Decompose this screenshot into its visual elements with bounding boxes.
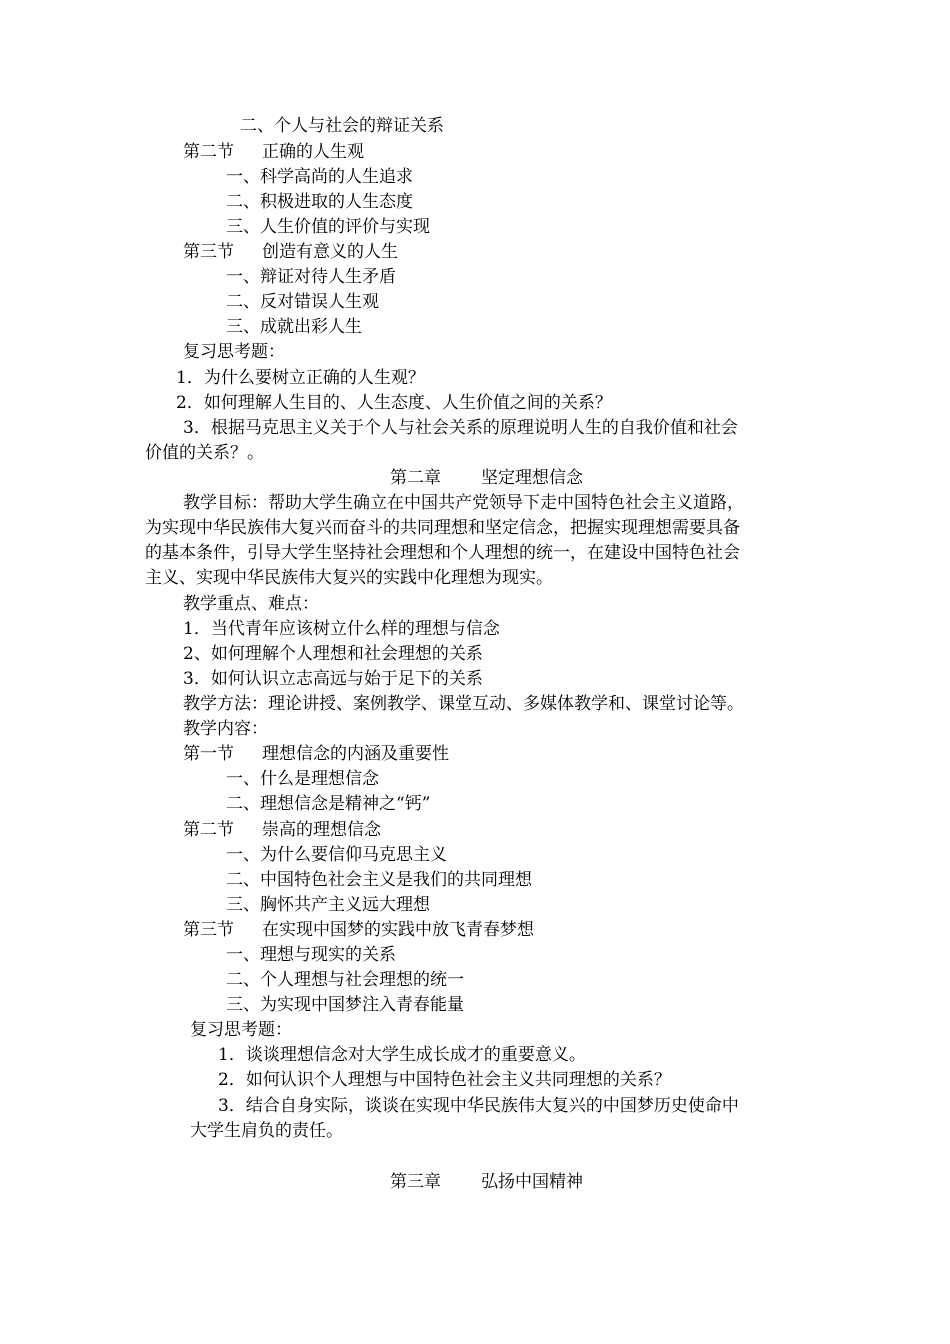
list-item: 一、什么是理想信念 — [226, 769, 379, 789]
section-title: 在实现中国梦的实践中放飞青春梦想 — [262, 920, 534, 940]
section-label: 第三节 — [183, 920, 234, 940]
section-label: 第二节 — [183, 142, 234, 162]
section-heading — [183, 918, 534, 942]
chapter-label: 第三章 — [390, 1172, 441, 1192]
list-item: 三、成就出彩人生 — [226, 317, 362, 337]
chapter-heading — [390, 466, 583, 490]
list-item: 二、中国特色社会主义是我们的共同理想 — [226, 870, 532, 890]
section-heading — [183, 140, 364, 164]
content-heading: 教学内容： — [183, 719, 268, 739]
review-heading: 复习思考题： — [183, 342, 285, 362]
section-title: 创造有意义的人生 — [262, 242, 398, 262]
list-item: 一、科学高尚的人生追求 — [226, 167, 413, 187]
chapter-title: 坚定理想信念 — [481, 468, 583, 488]
teaching-goal: 教学目标：帮助大学生确立在中国共产党领导下走中国特色社会主义道路， — [183, 493, 744, 513]
review-question-continued: 大学生肩负的责任。 — [190, 1121, 343, 1141]
item-dialectical-relation: 二、个人与社会的辩证关系 — [240, 116, 444, 136]
teaching-goal: 的基本条件，引导大学生坚持社会理想和个人理想的统一，在建设中国特色社会 — [145, 543, 740, 563]
keypoint-item: 1．当代青年应该树立什么样的理想与信念 — [183, 619, 500, 639]
list-item: 二、理想信念是精神之“钙” — [226, 794, 431, 814]
review-question: 2．如何理解人生目的、人生态度、人生价值之间的关系？ — [176, 393, 612, 413]
teaching-methods: 教学方法：理论讲授、案例教学、课堂互动、多媒体教学和、课堂讨论等。 — [183, 694, 744, 714]
keypoint-item: 2、如何理解个人理想和社会理想的关系 — [183, 644, 483, 664]
chapter-title: 弘扬中国精神 — [481, 1172, 583, 1192]
section-label: 第二节 — [183, 820, 234, 840]
list-item: 三、人生价值的评价与实现 — [226, 217, 430, 237]
list-item: 二、积极进取的人生态度 — [226, 192, 413, 212]
teaching-goal: 为实现中华民族伟大复兴而奋斗的共同理想和坚定信念，把握实现理想需要具备 — [145, 518, 740, 538]
section-title: 崇高的理想信念 — [262, 820, 381, 840]
review-question: 3．根据马克思主义关于个人与社会关系的原理说明人生的自我价值和社会 — [183, 418, 738, 438]
list-item: 一、辩证对待人生矛盾 — [226, 267, 396, 287]
section-heading — [183, 742, 449, 766]
list-item: 一、为什么要信仰马克思主义 — [226, 845, 447, 865]
chapter-label: 第二章 — [390, 468, 441, 488]
list-item: 二、个人理想与社会理想的统一 — [226, 970, 464, 990]
keypoints-heading: 教学重点、难点： — [183, 594, 319, 614]
review-question: 2．如何认识个人理想与中国特色社会主义共同理想的关系？ — [218, 1070, 671, 1090]
list-item: 三、为实现中国梦注入青春能量 — [226, 995, 464, 1015]
section-title: 理想信念的内涵及重要性 — [262, 744, 449, 764]
section-title: 正确的人生观 — [262, 142, 364, 162]
review-heading: 复习思考题： — [190, 1020, 292, 1040]
keypoint-item: 3．如何认识立志高远与始于足下的关系 — [183, 669, 483, 689]
list-item: 二、反对错误人生观 — [226, 292, 379, 312]
review-question: 3．结合自身实际，谈谈在实现中华民族伟大复兴的中国梦历史使命中 — [218, 1096, 739, 1116]
list-item: 一、理想与现实的关系 — [226, 945, 396, 965]
section-heading — [183, 818, 381, 842]
section-heading — [183, 240, 398, 264]
section-label: 第三节 — [183, 242, 234, 262]
review-question: 1．为什么要树立正确的人生观？ — [176, 368, 425, 388]
section-label: 第一节 — [183, 744, 234, 764]
review-question: 1．谈谈理想信念对大学生成长成才的重要意义。 — [218, 1045, 586, 1065]
review-question-continued: 价值的关系？。 — [145, 443, 264, 463]
chapter-heading — [390, 1170, 583, 1194]
teaching-goal: 主义、实现中华民族伟大复兴的实践中化理想为现实。 — [145, 568, 553, 588]
list-item: 三、胸怀共产主义远大理想 — [226, 895, 430, 915]
